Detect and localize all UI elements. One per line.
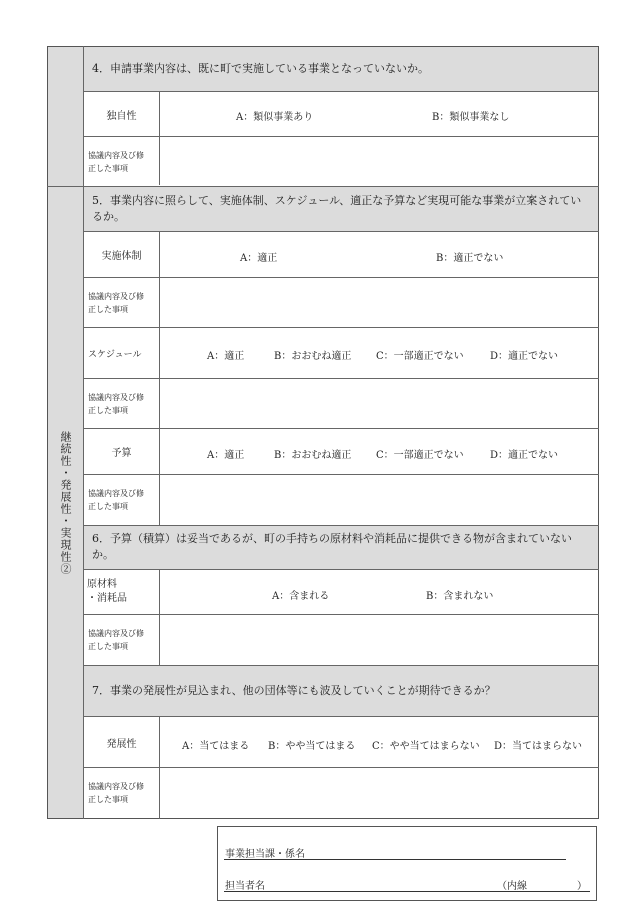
q5-r2-label [84, 328, 159, 378]
q6-question [84, 525, 598, 569]
q5-r2-option-c: C：一部適正でない [376, 351, 464, 362]
q5-r3-option-d: D：適正でない [490, 450, 559, 461]
q4-question-text: 4．申請事業内容は、既に町で実施している事業となっていないか。 [92, 62, 429, 75]
q6-option-a: A：含まれる [272, 591, 330, 602]
q7-option-d: D：当てはまらない [494, 741, 583, 752]
q5-note-label-1-text: 協議内容及び修正した事項 [88, 291, 144, 314]
q5-r3-option-c: C：一部適正でない [376, 450, 464, 461]
q7-note-label-text: 協議内容及び修正した事項 [88, 782, 144, 804]
side-column-top [48, 47, 83, 186]
q7-row-label-text: 発展性 [106, 738, 137, 750]
person-underline [224, 891, 590, 892]
q4-note-label [84, 137, 159, 186]
q4-row-label [84, 92, 159, 136]
q7-question-text: 7．事業の発展性が見込まれ、他の団体等にも波及していくことが期待できるか？ [92, 683, 496, 697]
q6-row-label [84, 570, 159, 614]
q7-row-label [84, 717, 159, 767]
q5-r3-option-a: A：適正 [207, 450, 245, 461]
q5-r1-label-text: 実施体制 [101, 251, 142, 262]
q5-question-text: 5．事業内容に照らして、実施体制、スケジュール、適正な予算など実現可能な事業が立案されているか。 [92, 194, 582, 223]
q4-note-label-text: 協議内容及び修正した事項 [88, 150, 144, 173]
q6-row-label-line2: ・消耗品 [87, 593, 127, 604]
person-label: 担当者名 [225, 881, 265, 892]
q5-note-label-1 [84, 278, 159, 327]
q6-question-text: 6．予算（積算）は妥当であるが、町の手持ちの原材料や消耗品に提供できる物が含まれていないか。 [92, 532, 572, 561]
q5-r3-option-b: B：おおむね適正 [274, 450, 352, 461]
q5-r2-option-a: A：適正 [207, 351, 245, 362]
q5-note-label-2-text: 協議内容及び修正した事項 [88, 392, 144, 415]
q5-question [84, 187, 598, 231]
q6-option-b: B：含まれない [426, 591, 494, 602]
q5-r3-label [84, 429, 159, 474]
q4-question [84, 47, 598, 91]
q4-option-b: B：類似事業なし [432, 112, 510, 123]
q7-question [84, 665, 598, 716]
q5-r1-option-a: A：適正 [240, 253, 278, 264]
q7-option-c: C：やや当てはまらない [372, 741, 480, 752]
q5-note-label-3 [84, 475, 159, 525]
q7-option-a: A：当てはまる [182, 741, 250, 752]
side-label [47, 186, 83, 819]
q5-r3-label-text: 予算 [111, 448, 132, 459]
extension-label: （内線 [497, 881, 527, 892]
q5-r2-option-d: D：適正でない [490, 351, 559, 362]
q5-r1-option-b: B：適正でない [436, 253, 504, 264]
q4-row-label-text: 独自性 [106, 110, 137, 122]
q4-option-a: A：類似事業あり [236, 112, 314, 123]
q7-option-b: B：やや当てはまる [268, 741, 356, 752]
q6-note-label-text: 協議内容及び修正した事項 [88, 629, 144, 651]
q5-r2-option-b: B：おおむね適正 [274, 351, 352, 362]
q5-r1-label [84, 232, 159, 277]
q5-note-label-3-text: 協議内容及び修正した事項 [88, 489, 144, 511]
q5-r2-label-text: スケジュール [88, 349, 142, 360]
contact-box [217, 826, 597, 901]
dept-label: 事業担当課・係名 [225, 849, 305, 860]
q5-note-label-2 [84, 379, 159, 428]
side-label-text: 継続性・発展性・実現性② [59, 430, 72, 575]
q7-note-label [84, 768, 159, 818]
q6-row-label-line1: 原材料 [87, 579, 117, 590]
extension-close: ） [577, 881, 587, 892]
q6-note-label [84, 615, 159, 665]
dept-underline [224, 859, 566, 860]
